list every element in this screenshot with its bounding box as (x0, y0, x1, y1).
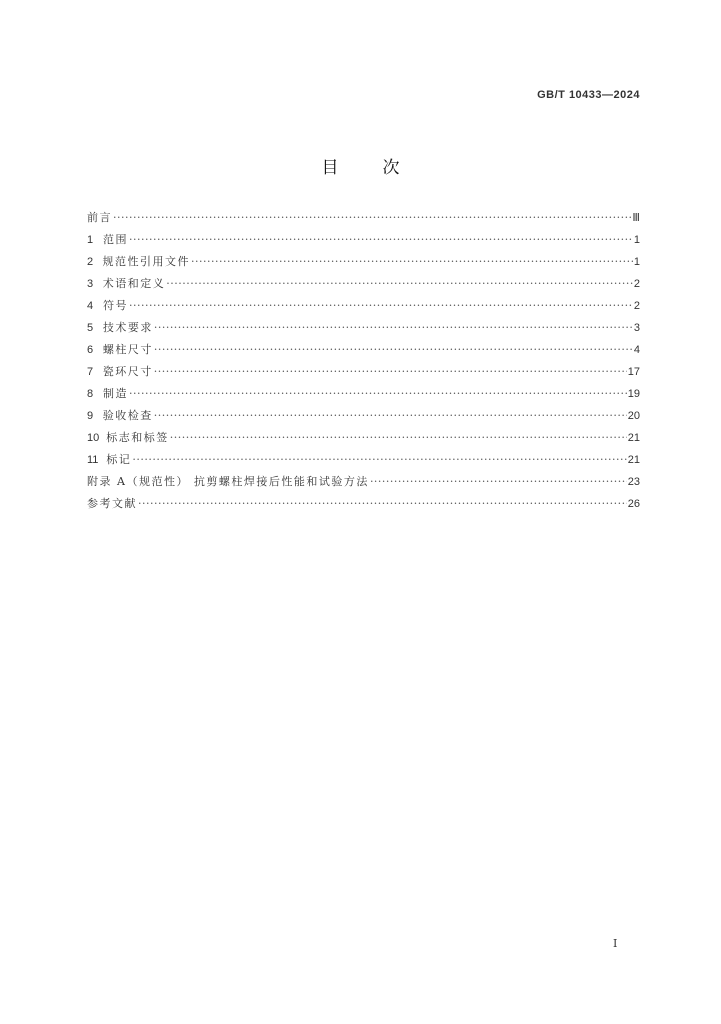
toc-entry-number: 4 (87, 300, 94, 312)
toc-entry-page: 1 (633, 256, 640, 268)
toc-entry[interactable] (87, 427, 640, 449)
toc-entry-page: 26 (627, 498, 640, 510)
page-number: Ⅰ (613, 937, 618, 950)
toc-entry-label: 瓷环尺寸 (102, 365, 153, 378)
toc-entry-label: 规范性引用文件 (102, 255, 191, 268)
toc-entry-number: 9 (87, 410, 94, 422)
toc-entry[interactable] (87, 449, 640, 471)
toc-entry[interactable] (87, 251, 640, 273)
toc-entry[interactable] (87, 229, 640, 251)
toc-entry-page: 2 (633, 278, 640, 290)
toc-entry-page: 20 (627, 410, 640, 422)
toc-entry-number: 5 (87, 322, 94, 334)
toc-entry-number: 10 (87, 432, 100, 444)
toc-entry-page: 21 (627, 454, 640, 466)
toc-dot-leader (154, 405, 627, 427)
toc-entry[interactable] (87, 361, 640, 383)
toc-entry[interactable] (87, 383, 640, 405)
toc-dot-leader (113, 207, 631, 229)
toc-entry-page: 17 (627, 366, 640, 378)
toc-dot-leader (370, 471, 627, 493)
page-title (0, 153, 721, 178)
toc-entry-number: 2 (87, 256, 94, 268)
toc-entry-label: 制造 (102, 387, 128, 400)
toc-dot-leader (191, 251, 633, 273)
toc-dot-leader (154, 361, 627, 383)
toc-dot-leader (138, 493, 627, 515)
toc-entry-label: 附录 A（规范性） 抗剪螺柱焊接后性能和试验方法 (87, 475, 369, 488)
toc-dot-leader (129, 383, 627, 405)
toc-entry[interactable] (87, 405, 640, 427)
toc-entry-page: 19 (627, 388, 640, 400)
toc-entry[interactable] (87, 471, 640, 493)
title-char-2: 次 (382, 158, 400, 178)
standard-code: GB/T 10433—2024 (537, 89, 640, 101)
toc-dot-leader (129, 295, 633, 317)
toc-entry-label: 标志和标签 (106, 431, 169, 444)
toc-dot-leader (154, 317, 633, 339)
toc-entry[interactable] (87, 317, 640, 339)
toc-entry[interactable] (87, 339, 640, 361)
toc-entry-label: 螺柱尺寸 (102, 343, 153, 356)
toc-entry-label: 标记 (106, 453, 132, 466)
toc-entry-page: 23 (627, 476, 640, 488)
toc-entry[interactable] (87, 295, 640, 317)
toc-dot-leader (170, 427, 627, 449)
toc-entry[interactable] (87, 273, 640, 295)
toc-entry-label: 参考文献 (87, 497, 137, 510)
toc-entry-label: 前言 (87, 211, 112, 224)
toc-entry-label: 技术要求 (102, 321, 153, 334)
toc-entry-page: 1 (633, 234, 640, 246)
toc-entry-number: 3 (87, 278, 94, 290)
toc-entry-page: 21 (627, 432, 640, 444)
title-char-1: 目 (321, 158, 339, 178)
toc-entry-number: 7 (87, 366, 94, 378)
toc-entry-number: 8 (87, 388, 94, 400)
toc-dot-leader (129, 229, 633, 251)
toc-entry-label: 符号 (103, 299, 129, 312)
toc-entry-label: 范围 (103, 233, 129, 246)
toc-entry-page: 2 (633, 300, 640, 312)
toc-entry-page: Ⅲ (632, 212, 640, 224)
toc-entry-label: 验收检查 (102, 409, 153, 422)
table-of-contents (87, 207, 640, 515)
toc-entry-number: 6 (87, 344, 94, 356)
toc-entry[interactable] (87, 493, 640, 515)
toc-dot-leader (166, 273, 633, 295)
toc-dot-leader (132, 449, 626, 471)
toc-entry-number: 1 (87, 234, 94, 246)
toc-entry-number: 11 (87, 454, 99, 466)
toc-entry-label: 术语和定义 (102, 277, 166, 290)
toc-dot-leader (154, 339, 633, 361)
toc-entry[interactable] (87, 207, 640, 229)
toc-entry-page: 3 (633, 322, 640, 334)
toc-entry-page: 4 (633, 344, 640, 356)
